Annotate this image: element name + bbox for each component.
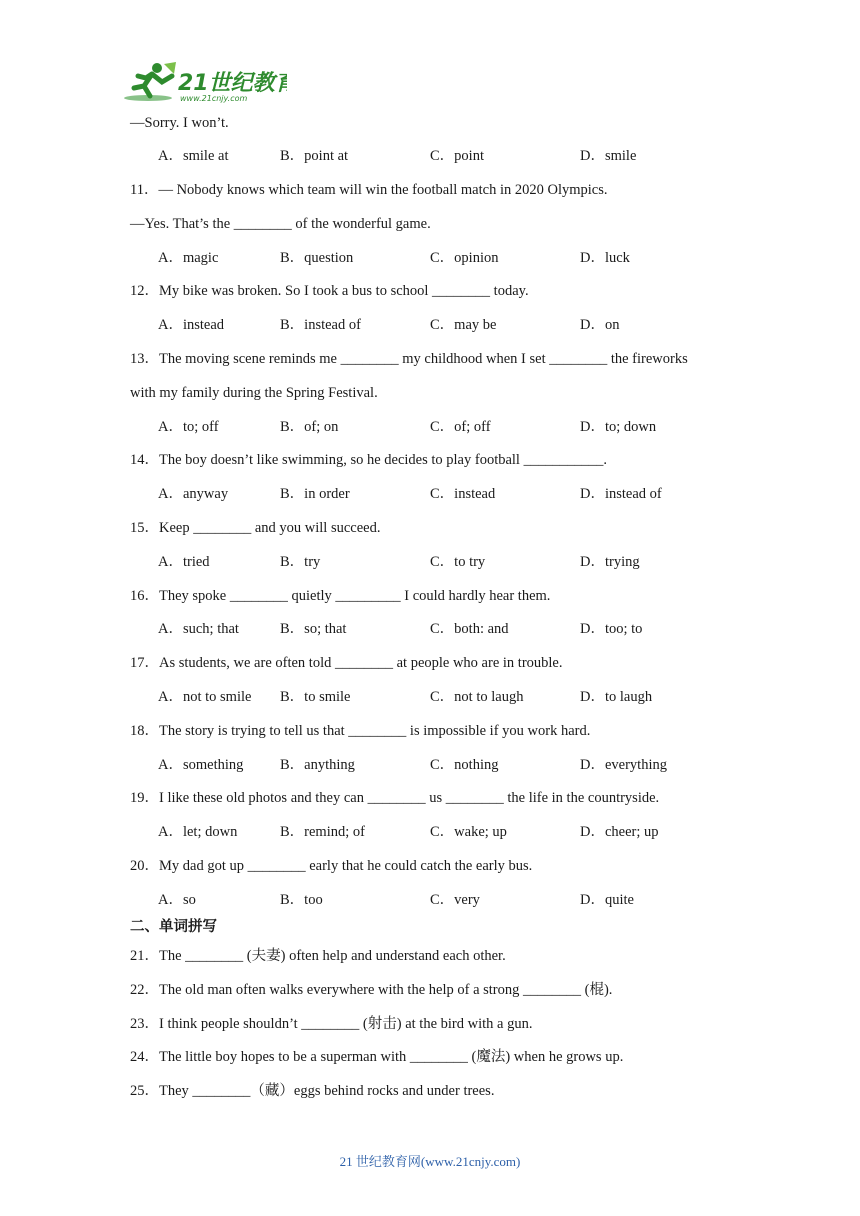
option-a: A．tried	[158, 554, 210, 570]
option-a: A．smile at	[158, 148, 229, 164]
logo	[122, 60, 287, 104]
question-text: —Yes. That’s the ________ of the wonderful game.	[130, 216, 431, 232]
option-c: C．to try	[430, 554, 486, 570]
spelling-item: 25．They ________（藏）eggs behind rocks and under trees.	[130, 1083, 495, 1099]
option-a: A．such; that	[158, 621, 239, 637]
question-text: 12．My bike was broken. So I took a bus to school ________ today.	[130, 283, 529, 299]
question-text: with my family during the Spring Festival.	[130, 385, 378, 401]
question-text: 16．They spoke ________ quietly _________ I could hardly hear them.	[130, 588, 551, 604]
question-text: 19．I like these old photos and they can ________ us ________ the life in the countryside.	[130, 790, 660, 806]
option-d: D．instead of	[580, 486, 662, 502]
option-c: C．very	[430, 892, 480, 908]
option-b: B．question	[280, 250, 354, 266]
option-c: C．nothing	[430, 757, 499, 773]
option-a: A．to; off	[158, 419, 219, 435]
question-text: 18．The story is trying to tell us that ________ is impossible if you work hard.	[130, 723, 591, 739]
question-text: 20．My dad got up ________ early that he could catch the early bus.	[130, 858, 533, 874]
option-b: B．instead of	[280, 317, 361, 333]
question-text: 15．Keep ________ and you will succeed.	[130, 520, 381, 536]
question-text: 17．As students, we are often told ________ at people who are in trouble.	[130, 655, 563, 671]
option-b: B．too	[280, 892, 323, 908]
option-c: C．point	[430, 148, 484, 164]
option-a: A．something	[158, 757, 244, 773]
spelling-item: 24．The little boy hopes to be a superman with ________ (魔法) when he grows up.	[130, 1049, 624, 1065]
option-b: B．to smile	[280, 689, 351, 705]
option-a: A．let; down	[158, 824, 238, 840]
option-d: D．trying	[580, 554, 640, 570]
option-d: D．smile	[580, 148, 637, 164]
option-a: A．so	[158, 892, 196, 908]
option-d: D．luck	[580, 250, 630, 266]
option-a: A．instead	[158, 317, 225, 333]
option-b: B．anything	[280, 757, 355, 773]
intro-line: —Sorry. I won’t.	[130, 115, 229, 131]
spelling-item: 23．I think people shouldn’t ________ (射击) at the bird with a gun.	[130, 1016, 533, 1032]
question-text: 11．— Nobody knows which team will win the football match in 2020 Olympics.	[130, 182, 608, 198]
option-b: B．remind; of	[280, 824, 365, 840]
option-d: D．quite	[580, 892, 634, 908]
spelling-item: 22．The old man often walks everywhere with the help of a strong ________ (棍).	[130, 982, 613, 998]
option-b: B．so; that	[280, 621, 347, 637]
page-footer: 21 世纪教育网(www.21cnjy.com)	[339, 1154, 521, 1169]
option-a: A．not to smile	[158, 689, 252, 705]
option-d: D．everything	[580, 757, 667, 773]
option-d: D．to laugh	[580, 689, 653, 705]
option-d: D．to; down	[580, 419, 657, 435]
logo-text: 21世纪教育	[178, 71, 287, 96]
spelling-item: 21．The ________ (夫妻) often help and understand each other.	[130, 948, 506, 964]
option-b: B．try	[280, 554, 321, 570]
option-c: C．wake; up	[430, 824, 507, 840]
option-a: A．anyway	[158, 486, 229, 502]
option-c: C．of; off	[430, 419, 491, 435]
runner-logo-icon	[122, 60, 287, 104]
option-d: D．cheer; up	[580, 824, 659, 840]
option-b: B．in order	[280, 486, 350, 502]
option-c: C．opinion	[430, 250, 499, 266]
option-c: C．not to laugh	[430, 689, 524, 705]
section-2-title: 二、单词拼写	[130, 919, 217, 935]
option-c: C．may be	[430, 317, 497, 333]
option-c: C．both: and	[430, 621, 509, 637]
option-d: D．on	[580, 317, 620, 333]
logo-subtext: www.21cnjy.com	[180, 94, 248, 103]
question-text: 14．The boy doesn’t like swimming, so he decides to play football ___________.	[130, 452, 607, 468]
question-text: 13．The moving scene reminds me ________ my childhood when I set ________ the fireworks	[130, 351, 688, 367]
option-c: C．instead	[430, 486, 496, 502]
option-b: B．point at	[280, 148, 349, 164]
option-b: B．of; on	[280, 419, 339, 435]
option-d: D．too; to	[580, 621, 643, 637]
option-a: A．magic	[158, 250, 219, 266]
